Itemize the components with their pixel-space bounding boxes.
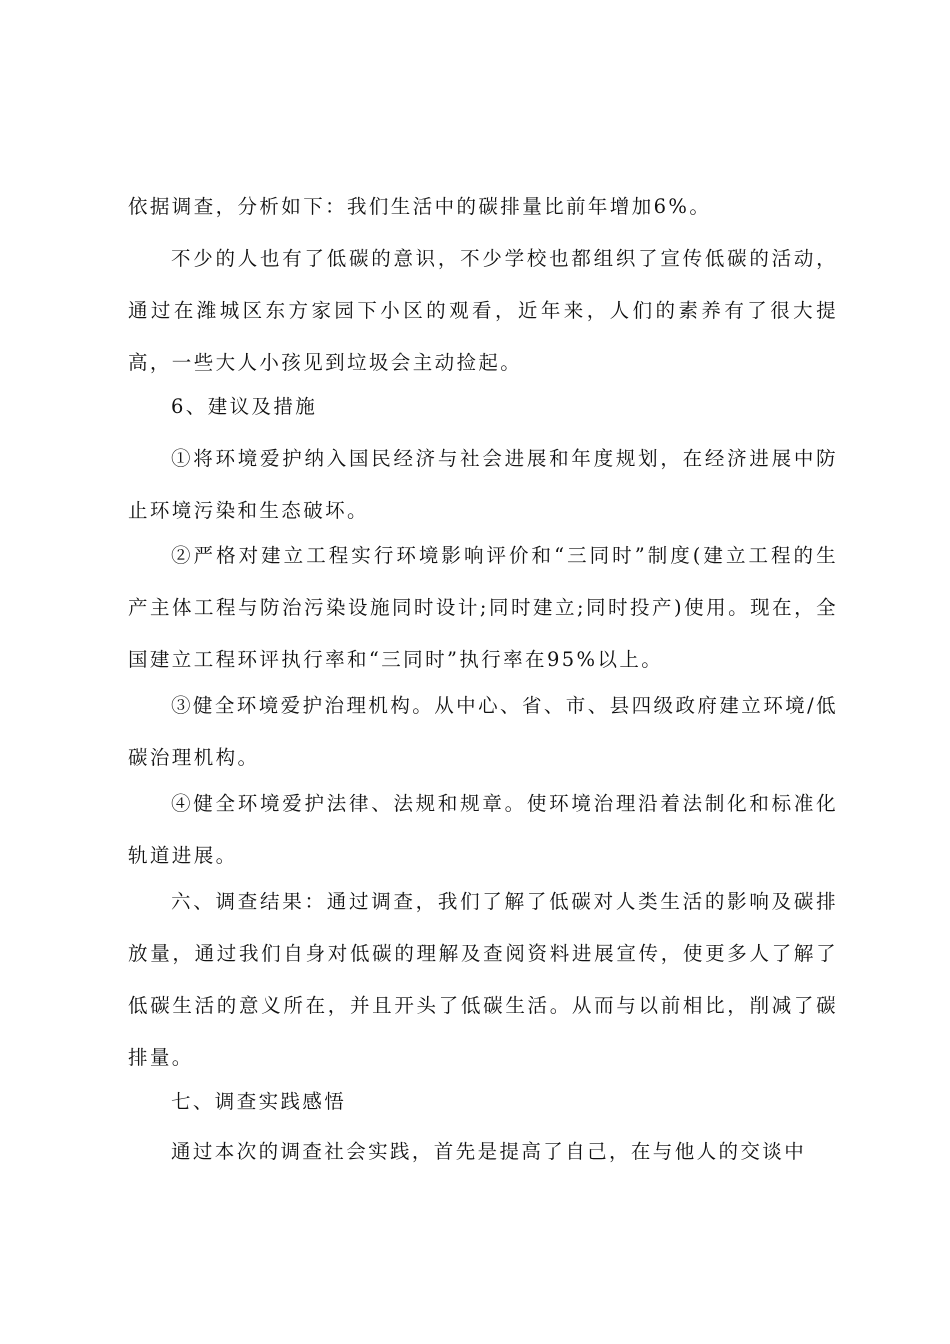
paragraph-results: 六、调查结果：通过调查，我们了解了低碳对人类生活的影响及碳排放量，通过我们自身对低碳的理解及查阅资料进展宣传，使更多人了解了低碳生活的意义所在，并且开头了低碳生活。从而与以前相比，削减了碳排量。 — [128, 890, 838, 1069]
heading-suggestions: 6、建议及措施 — [171, 395, 318, 418]
paragraph-reflection: 通过本次的调查社会实践，首先是提高了自己，在与他人的交谈中 — [171, 1140, 807, 1163]
paragraph-measure-1: ①将环境爱护纳入国民经济与社会进展和年度规划，在经济进展中防止环境污染和生态破坏。 — [128, 447, 838, 522]
paragraph-analysis: 依据调查，分析如下：我们生活中的碳排量比前年增加6%。 — [128, 195, 712, 218]
paragraph-measure-4: ④健全环境爱护法律、法规和规章。使环境治理沿着法制化和标准化轨道进展。 — [128, 792, 838, 867]
paragraph-measure-2: ②严格对建立工程实行环境影响评价和“三同时”制度(建立工程的生产主体工程与防治污染设施同时设计;同时建立;同时投产)使用。现在，全国建立工程环评执行率和“三同时”执行率在95%以上。 — [128, 544, 838, 671]
paragraph-awareness: 不少的人也有了低碳的意识，不少学校也都组织了宣传低碳的活动，通过在潍城区东方家园下小区的观看，近年来，人们的素养有了很大提高，一些大人小孩见到垃圾会主动捡起。 — [128, 247, 838, 374]
paragraph-measure-3: ③健全环境爱护治理机构。从中心、省、市、县四级政府建立环境/低碳治理机构。 — [128, 694, 838, 769]
heading-reflection: 七、调查实践感悟 — [171, 1090, 347, 1113]
